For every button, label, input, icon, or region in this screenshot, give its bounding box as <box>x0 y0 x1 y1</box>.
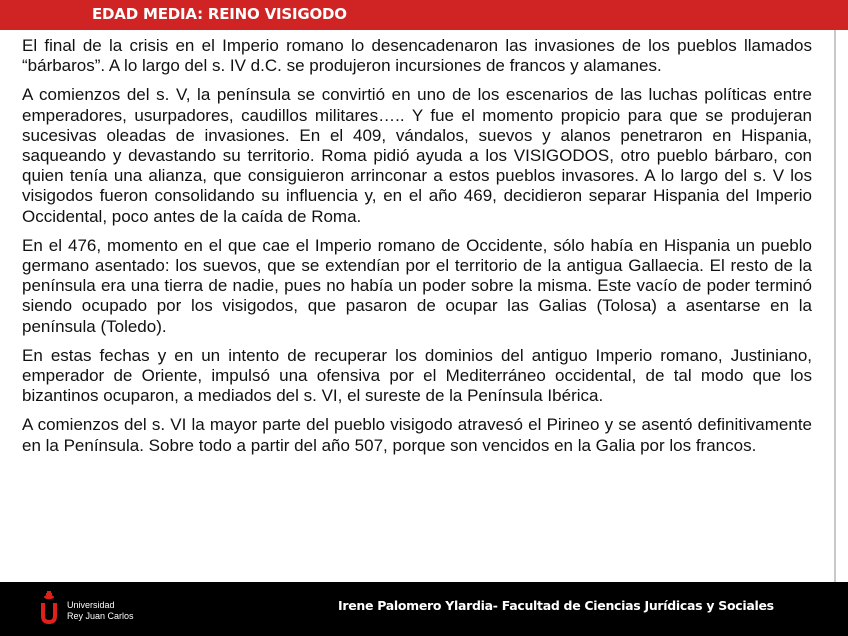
header-bar <box>0 0 848 30</box>
paragraph-3: En el 476, momento en el que cae el Imperio romano de Occidente, sólo había en Hispania un pueblo germano asentado: los suevos, que se extendían por el territorio de la antigua Gallaecia. El resto de la península era una tierra de nadie, pues no había un poder sobre la misma. Este vacío de poder terminó siendo ocupado por los visigodos, que pasaron de ocupar las Galias (Tolosa) a asentarse en la península (Toledo). <box>22 235 812 336</box>
university-name <box>67 600 134 622</box>
slide-body <box>22 36 812 465</box>
university-name-line2: Rey Juan Carlos <box>67 611 134 621</box>
paragraph-2: A comienzos del s. V, la península se convirtió en uno de los escenarios de las luchas políticas entre emperadores, usurpadores, caudillos militares….. Y fue el momento propicio para que se produjeran sucesivas oleadas de invasiones. En el 409, vándalos, suevos y alanos penetraron en Hispania, saqueando y devastando su territorio. Roma pidió ayuda a los VISIGODOS, otro pueblo bárbaro, con quien tenía una alianza, que consiguieron arrinconar a estos pueblos invasores. A lo largo del s. V los visigodos fueron consolidando su influencia y, en el año 469, decidieron separar Hispania del Imperio Occidental, poco antes de la caída de Roma. <box>22 85 812 226</box>
university-logo-icon <box>38 591 60 627</box>
paragraph-4: En estas fechas y en un intento de recuperar los dominios del antiguo Imperio romano, Justiniano, emperador de Oriente, impulsó una ofensiva por el Mediterráneo occidental, de tal modo que los bizantinos ocuparon, a mediados del s. VI, el sureste de la Península Ibérica. <box>22 345 812 406</box>
paragraph-1: El final de la crisis en el Imperio romano lo desencadenaron las invasiones de los pueblos llamados “bárbaros”. A lo largo del s. IV d.C. se produjeron incursiones de francos y alamanes. <box>22 36 812 76</box>
slide-title: EDAD MEDIA: REINO VISIGODO <box>92 5 347 23</box>
right-divider <box>834 30 836 582</box>
footer-credit: Irene Palomero Ylardia- Facultad de Ciencias Jurídicas y Sociales <box>338 598 774 613</box>
university-name-line1: Universidad <box>67 600 115 610</box>
paragraph-5: A comienzos del s. VI la mayor parte del pueblo visigodo atravesó el Pirineo y se asentó definitivamente en la Península. Sobre todo a partir del año 507, porque son vencidos en la Galia por los francos. <box>22 415 812 455</box>
